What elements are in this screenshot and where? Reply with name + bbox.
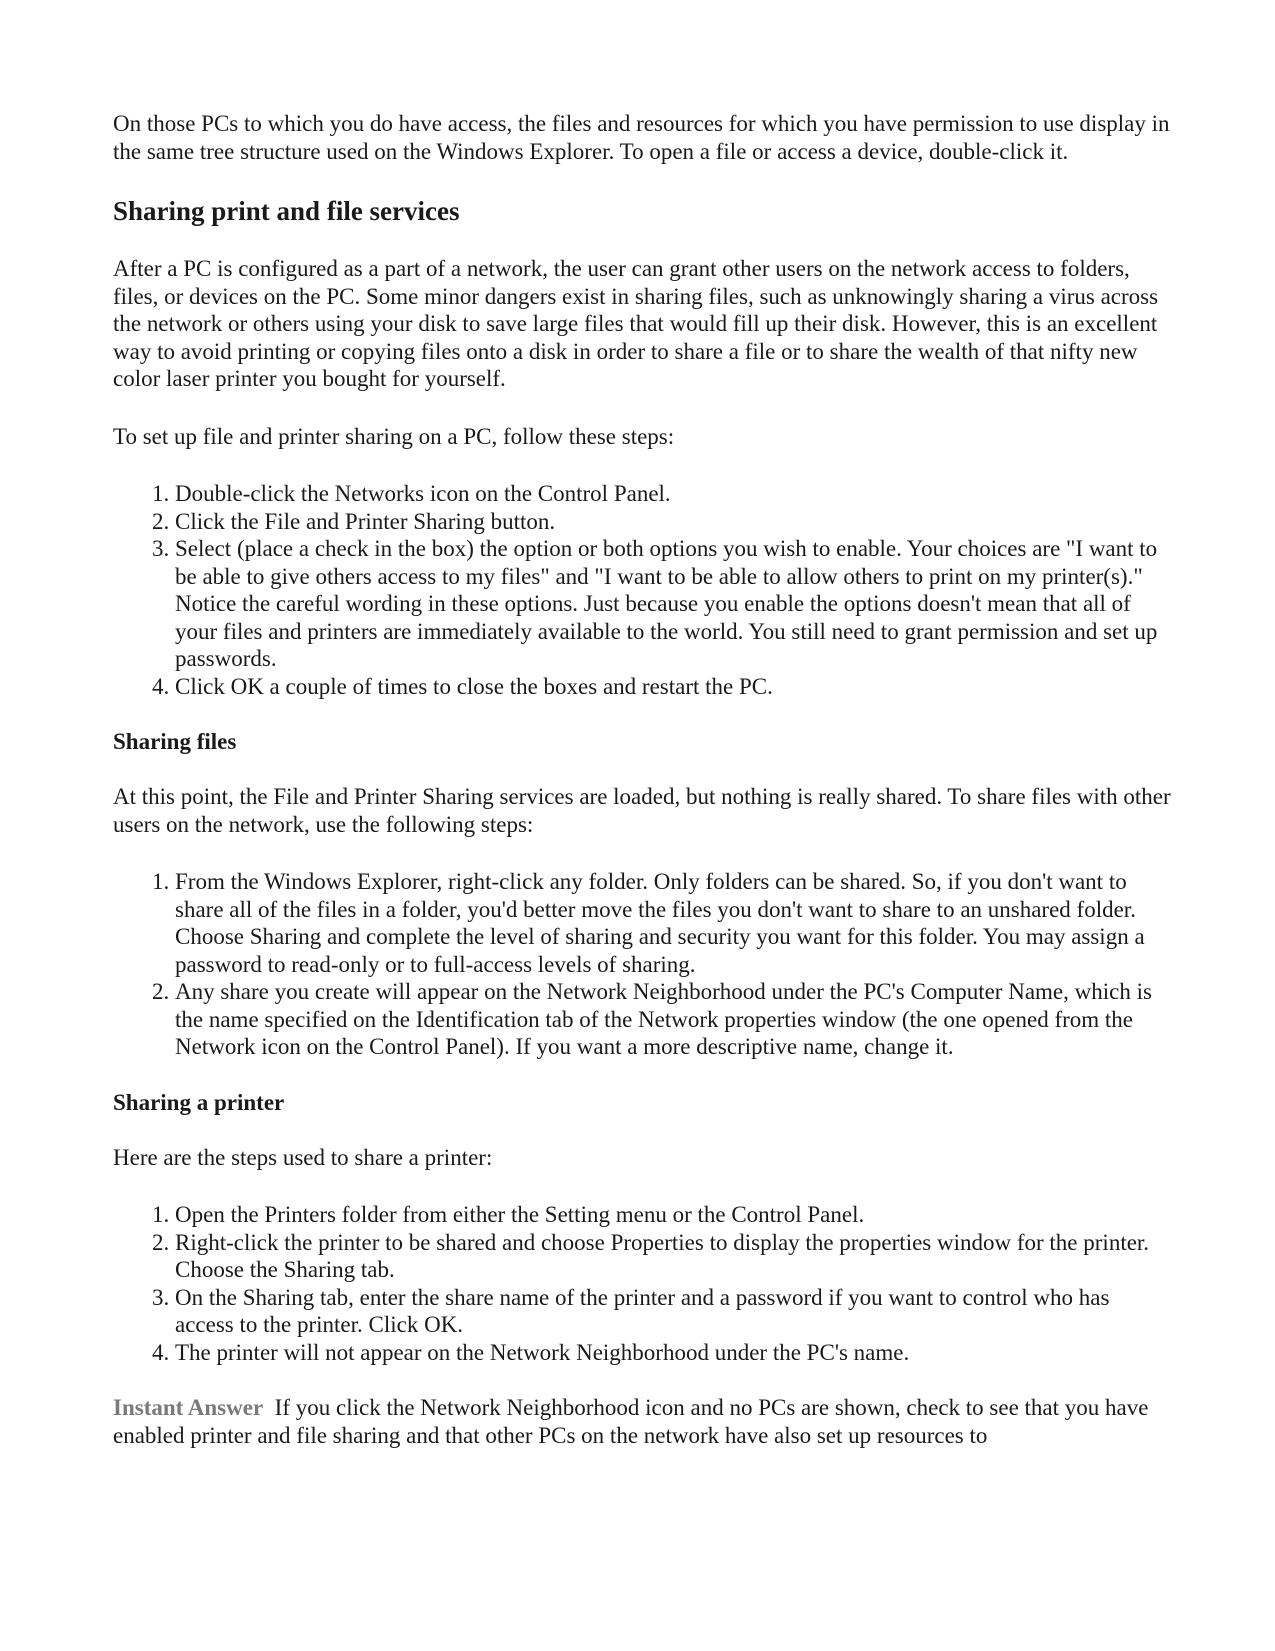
section-heading-sharing-files: Sharing files bbox=[113, 729, 237, 754]
sharing-setup-intro: To set up file and printer sharing on a PC, follow these steps: bbox=[113, 423, 675, 449]
sharing-printer-steps bbox=[113, 1201, 1173, 1366]
sharing-setup-steps bbox=[113, 480, 1173, 700]
sharing-files-paragraph: At this point, the File and Printer Sharing services are loaded, but nothing is really shared. To share files with other users on the network, use the following steps: bbox=[113, 784, 1171, 837]
list-item: 1. Double-click the Networks icon on the Control Panel. bbox=[175, 480, 1173, 508]
list-item: 4. The printer will not appear on the Network Neighborhood under the PC's name. bbox=[175, 1339, 1173, 1367]
document-page bbox=[113, 110, 1173, 1479]
list-item: 3. Select (place a check in the box) the option or both options you wish to enable. Your choices are "I want to be able to give others access to my files" and "I want to be able to allow others to print on my printer(s)." Notice the careful wording in these options. Just because you enable the options doesn't mean that all of your files and printers are immediately available to the world. You still need to grant permission and set up passwords. bbox=[175, 535, 1173, 673]
instant-answer-note bbox=[113, 1394, 1173, 1449]
sharing-services-paragraph: After a PC is configured as a part of a network, the user can grant other users on the network access to folders, files, or devices on the PC. Some minor dangers exist in sharing files, such as unknowingly sharing a virus across the network or others using your disk to save large files that would fill up their disk. However, this is an excellent way to avoid printing or copying files onto a disk in order to share a file or to share the wealth of that nifty new color laser printer you bought for yourself. bbox=[113, 256, 1159, 391]
intro-paragraph: On those PCs to which you do have access, the files and resources for which you have permission to use display in the same tree structure used on the Windows Explorer. To open a file or access a device, double-click it. bbox=[113, 111, 1170, 164]
list-item: 1. Open the Printers folder from either the Setting menu or the Control Panel. bbox=[175, 1201, 1173, 1229]
sharing-files-steps bbox=[113, 868, 1173, 1061]
instant-answer-text: If you click the Network Neighborhood icon and no PCs are shown, check to see that you have enabled printer and file sharing and that other PCs on the network have also set up resources to bbox=[113, 1395, 1149, 1448]
instant-answer-label: Instant Answer bbox=[113, 1395, 264, 1420]
list-item: 4. Click OK a couple of times to close the boxes and restart the PC. bbox=[175, 673, 1173, 701]
list-item: 1. From the Windows Explorer, right-click any folder. Only folders can be shared. So, if you don't want to share all of the files in a folder, you'd better move the files you don't want to share to an unshared folder. Choose Sharing and complete the level of sharing and security you want for this folder. You may assign a password to read-only or to full-access levels of sharing. bbox=[175, 868, 1173, 978]
section-heading-sharing-printer: Sharing a printer bbox=[113, 1089, 285, 1115]
list-item: 2. Any share you create will appear on the Network Neighborhood under the PC's Computer Name, which is the name specified on the Identification tab of the Network properties window (the one opened from the Network icon on the Control Panel). If you want a more descriptive name, change it. bbox=[175, 978, 1173, 1061]
list-item: 2. Right-click the printer to be shared and choose Properties to display the properties window for the printer. Choose the Sharing tab. bbox=[175, 1229, 1173, 1284]
list-item: 3. On the Sharing tab, enter the share name of the printer and a password if you want to control who has access to the printer. Click OK. bbox=[175, 1284, 1173, 1339]
sharing-printer-paragraph: Here are the steps used to share a printer: bbox=[113, 1144, 493, 1170]
list-item: 2. Click the File and Printer Sharing button. bbox=[175, 508, 1173, 536]
section-heading-sharing-services: Sharing print and file services bbox=[113, 196, 460, 226]
